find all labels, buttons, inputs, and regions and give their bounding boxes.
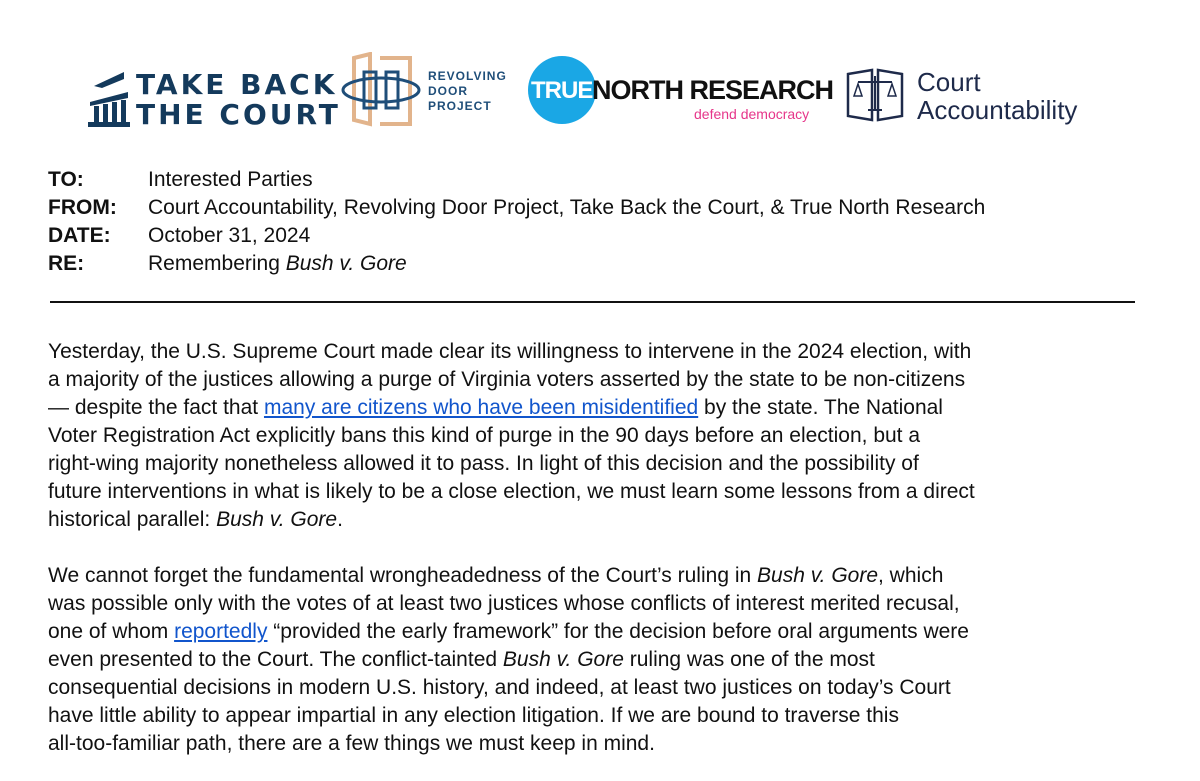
tnr-name: NORTH RESEARCH [592, 75, 834, 105]
header-divider [50, 301, 1135, 303]
court-accountability-logo [844, 66, 1094, 126]
true-north-research-logo [528, 56, 833, 126]
p2-line: all-too-familiar path, there are a few things we must keep in mind. [48, 732, 655, 755]
p2-line4-pre: even presented to the Court. The conflict-tainted [48, 648, 503, 671]
p2-line [48, 618, 969, 646]
from-value: Court Accountability, Revolving Door Project, Take Back the Court, & True North Research [148, 196, 986, 219]
p1-line7-post: . [337, 508, 343, 531]
p2-case-name: Bush v. Gore [757, 564, 879, 587]
ca-line1: Court [917, 67, 981, 97]
take-back-the-court-logo [88, 68, 341, 131]
p2-line: have little ability to appear impartial in any election litigation. If we are bound to traverse this [48, 704, 899, 727]
courthouse-icon [88, 70, 132, 128]
rdp-line1: REVOLVING [428, 69, 507, 83]
from-label: FROM: [48, 196, 117, 219]
p2-line: consequential decisions in modern U.S. history, and indeed, at least two justices on today’s Court [48, 676, 951, 699]
p2-line3-pre: one of whom [48, 620, 175, 643]
revolving-door-icon [340, 52, 424, 130]
tbtc-line2: THE COURT [136, 98, 341, 131]
p1-case-name: Bush v. Gore [216, 508, 338, 531]
p1-line: right-wing majority nonetheless allowed it to pass. In light of this decision and the possibility of [48, 452, 919, 475]
tnr-badge-text: TRUE [531, 77, 593, 104]
re-label: RE: [48, 252, 85, 275]
rdp-line2: DOOR [428, 84, 468, 98]
paragraph-2 [48, 562, 969, 758]
misidentified-citizens-link[interactable]: many are citizens who have been misidentified [263, 396, 699, 419]
date-value: October 31, 2024 [148, 224, 311, 247]
p1-line [48, 394, 975, 422]
p2-case-name-2: Bush v. Gore [502, 648, 624, 671]
tnr-tagline: defend democracy [694, 106, 810, 122]
p2-line [48, 646, 969, 674]
rdp-line3: PROJECT [428, 99, 492, 113]
re-case-name: Bush v. Gore [285, 252, 407, 275]
p2-line1-post: , which [878, 564, 944, 587]
reportedly-link[interactable]: reportedly [174, 620, 268, 643]
revolving-door-project-logo [340, 52, 520, 130]
p1-line: Yesterday, the U.S. Supreme Court made clear its willingness to intervene in the 2024 election, with [48, 340, 972, 363]
p2-line4-post: ruling was one of the most [623, 648, 875, 671]
paragraph-1 [48, 338, 975, 534]
p2-line1-pre: We cannot forget the fundamental wrongheadedness of the Court’s ruling in [48, 564, 758, 587]
p2-line: was possible only with the votes of at least two justices whose conflicts of interest merited recusal, [48, 592, 960, 615]
p2-line3-post: “provided the early framework” for the decision before oral arguments were [267, 620, 969, 643]
re-prefix: Remembering [148, 252, 286, 275]
tbtc-line1: TAKE BACK [136, 68, 338, 101]
p1-line3-post: by the state. The National [698, 396, 943, 419]
p2-line [48, 562, 969, 590]
p1-line3-pre: — despite the fact that [48, 396, 264, 419]
re-value [148, 250, 407, 278]
p1-line [48, 506, 975, 534]
date-label: DATE: [48, 224, 111, 247]
logo-banner [0, 0, 1200, 150]
to-value: Interested Parties [148, 168, 313, 191]
to-label: TO: [48, 168, 84, 191]
p1-line: Voter Registration Act explicitly bans this kind of purge in the 90 days before an election, but a [48, 424, 921, 447]
p1-line: a majority of the justices allowing a purge of Virginia voters asserted by the state to be non-citizens [48, 368, 966, 391]
p1-line: future interventions in what is likely to be a close election, we must learn some lessons from a direct [48, 480, 975, 503]
ca-line2: Accountability [917, 95, 1078, 125]
p1-line7-pre: historical parallel: [48, 508, 217, 531]
scales-of-justice-icon [844, 66, 906, 124]
